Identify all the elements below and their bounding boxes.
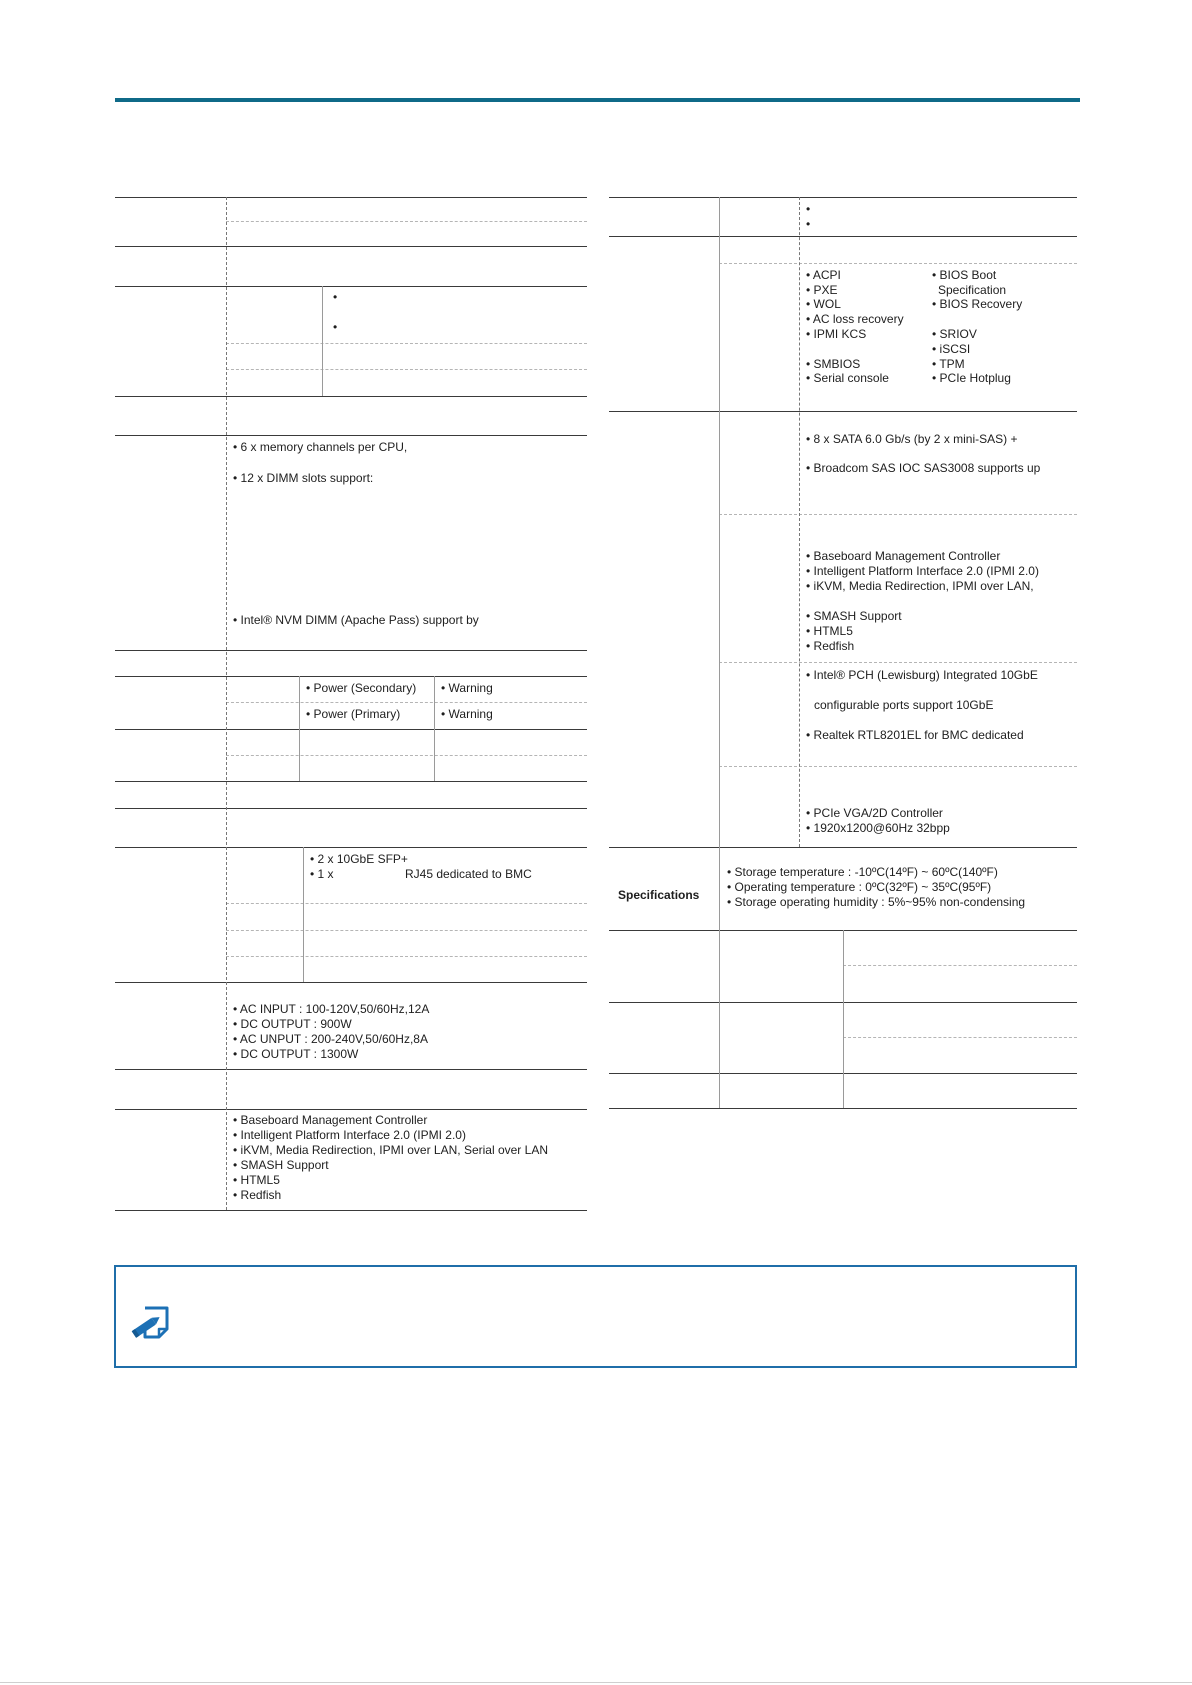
led-name: • Power (Primary): [306, 707, 401, 721]
column-divider: [322, 286, 323, 396]
memory-line: • 6 x memory channels per CPU,: [233, 440, 408, 454]
bios-feature: Specification: [938, 283, 1007, 297]
label-column-divider: [226, 197, 227, 1210]
network-line: • Intel® PCH (Lewisburg) Integrated 10GbE: [806, 668, 1038, 682]
environment-line: • Storage temperature : -10ºC(14ºF) ~ 60ºC(140ºF): [727, 865, 998, 879]
bmc-line: • SMASH Support: [806, 609, 902, 623]
network-line: • 2 x 10GbE SFP+: [310, 852, 408, 866]
memory-line: • Intel® NVM DIMM (Apache Pass) support by: [233, 613, 479, 627]
led-name: • Power (Secondary): [306, 681, 417, 695]
row-divider: [115, 286, 587, 287]
environment-label: Specifications: [618, 888, 700, 902]
column-divider: [303, 847, 304, 982]
bios-feature: • BIOS Recovery: [932, 297, 1023, 311]
bmc-line: • HTML5: [806, 624, 853, 638]
footer-rule: [0, 1682, 1192, 1683]
io-bullet: •: [333, 290, 338, 304]
management-line: • Redfish: [233, 1188, 282, 1202]
psu-line: • DC OUTPUT : 900W: [233, 1017, 352, 1031]
row-divider: [115, 1210, 587, 1211]
environment-line: • Operating temperature : 0ºC(32ºF) ~ 35ºC(95ºF): [727, 880, 992, 894]
subrow-divider: [226, 903, 587, 904]
bios-feature: • iSCSI: [932, 342, 971, 356]
note-pencil-icon: [130, 1301, 172, 1343]
network-line: • Realtek RTL8201EL for BMC dedicated: [806, 728, 1024, 742]
row-divider: [609, 411, 1077, 412]
row-divider: [609, 236, 1077, 237]
management-line: • Baseboard Management Controller: [233, 1113, 428, 1127]
subrow-divider: [843, 1037, 1077, 1038]
bmc-line: • Redfish: [806, 639, 855, 653]
row-divider: [115, 246, 587, 247]
led-state: • Warning: [441, 681, 493, 695]
storage-line: • Broadcom SAS IOC SAS3008 supports up: [806, 461, 1041, 475]
management-line: • iKVM, Media Redirection, IPMI over LAN, Serial over LAN: [233, 1143, 548, 1157]
network-line: configurable ports support 10GbE: [814, 698, 994, 712]
row-divider: [609, 1108, 1077, 1109]
graphics-line: • PCIe VGA/2D Controller: [806, 806, 943, 820]
subrow-divider: [226, 930, 587, 931]
management-line: • HTML5: [233, 1173, 280, 1187]
subrow-divider: [719, 263, 1077, 264]
environment-line: • Storage operating humidity : 5%~95% non-condensing: [727, 895, 1026, 909]
bios-feature: • Serial console: [806, 371, 889, 385]
bios-feature: • PCIe Hotplug: [932, 371, 1011, 385]
bios-feature: • TPM: [932, 357, 965, 371]
network-line: • 1 x: [310, 867, 334, 881]
subrow-divider: [226, 956, 587, 957]
label-column-divider: [719, 197, 720, 1108]
column-divider: [434, 676, 435, 781]
row-divider: [115, 650, 587, 651]
header-rule: [115, 98, 1080, 102]
memory-line: • 12 x DIMM slots support:: [233, 471, 374, 485]
note-box: [114, 1265, 1077, 1368]
psu-line: • AC UNPUT : 200-240V,50/60Hz,8A: [233, 1032, 428, 1046]
graphics-line: • 1920x1200@60Hz 32bpp: [806, 821, 950, 835]
subrow-divider: [719, 514, 1077, 515]
row-divider: [115, 729, 587, 730]
management-line: • Intelligent Platform Interface 2.0 (IPMI 2.0): [233, 1128, 466, 1142]
row-divider: [115, 197, 587, 198]
row-divider: [609, 847, 1077, 848]
network-line: RJ45 dedicated to BMC: [405, 867, 532, 881]
column-divider: [843, 930, 844, 1108]
bios-feature: • AC loss recovery: [806, 312, 904, 326]
bmc-line: • Baseboard Management Controller: [806, 549, 1001, 563]
row-divider: [115, 1109, 587, 1110]
subrow-divider: [226, 343, 587, 344]
subrow-divider: [226, 221, 587, 222]
row-divider: [115, 847, 587, 848]
column-divider: [799, 197, 800, 847]
top-bullet: •: [806, 217, 811, 231]
row-divider: [115, 808, 587, 809]
top-bullet: •: [806, 202, 811, 216]
subrow-divider: [719, 766, 1077, 767]
bios-feature: • PXE: [806, 283, 838, 297]
io-bullet: •: [333, 320, 338, 334]
bios-feature: • BIOS Boot: [932, 268, 997, 282]
subrow-divider: [719, 662, 1077, 663]
subrow-divider: [226, 755, 587, 756]
row-divider: [115, 676, 587, 677]
bios-feature: • IPMI KCS: [806, 327, 867, 341]
psu-line: • AC INPUT : 100-120V,50/60Hz,12A: [233, 1002, 430, 1016]
row-divider: [115, 982, 587, 983]
management-line: • SMASH Support: [233, 1158, 329, 1172]
row-divider: [115, 435, 587, 436]
bios-feature: • ACPI: [806, 268, 841, 282]
row-divider: [115, 781, 587, 782]
led-state: • Warning: [441, 707, 493, 721]
subrow-divider: [226, 702, 587, 703]
bmc-line: • iKVM, Media Redirection, IPMI over LAN,: [806, 579, 1034, 593]
row-divider: [115, 396, 587, 397]
subrow-divider: [226, 369, 587, 370]
bios-feature: • SMBIOS: [806, 357, 861, 371]
psu-line: • DC OUTPUT : 1300W: [233, 1047, 359, 1061]
column-divider: [299, 676, 300, 781]
bios-feature: • WOL: [806, 297, 841, 311]
row-divider: [609, 197, 1077, 198]
bmc-line: • Intelligent Platform Interface 2.0 (IPMI 2.0): [806, 564, 1039, 578]
storage-line: • 8 x SATA 6.0 Gb/s (by 2 x mini-SAS) +: [806, 432, 1018, 446]
subrow-divider: [843, 965, 1077, 966]
row-divider: [115, 1069, 587, 1070]
bios-feature: • SRIOV: [932, 327, 977, 341]
